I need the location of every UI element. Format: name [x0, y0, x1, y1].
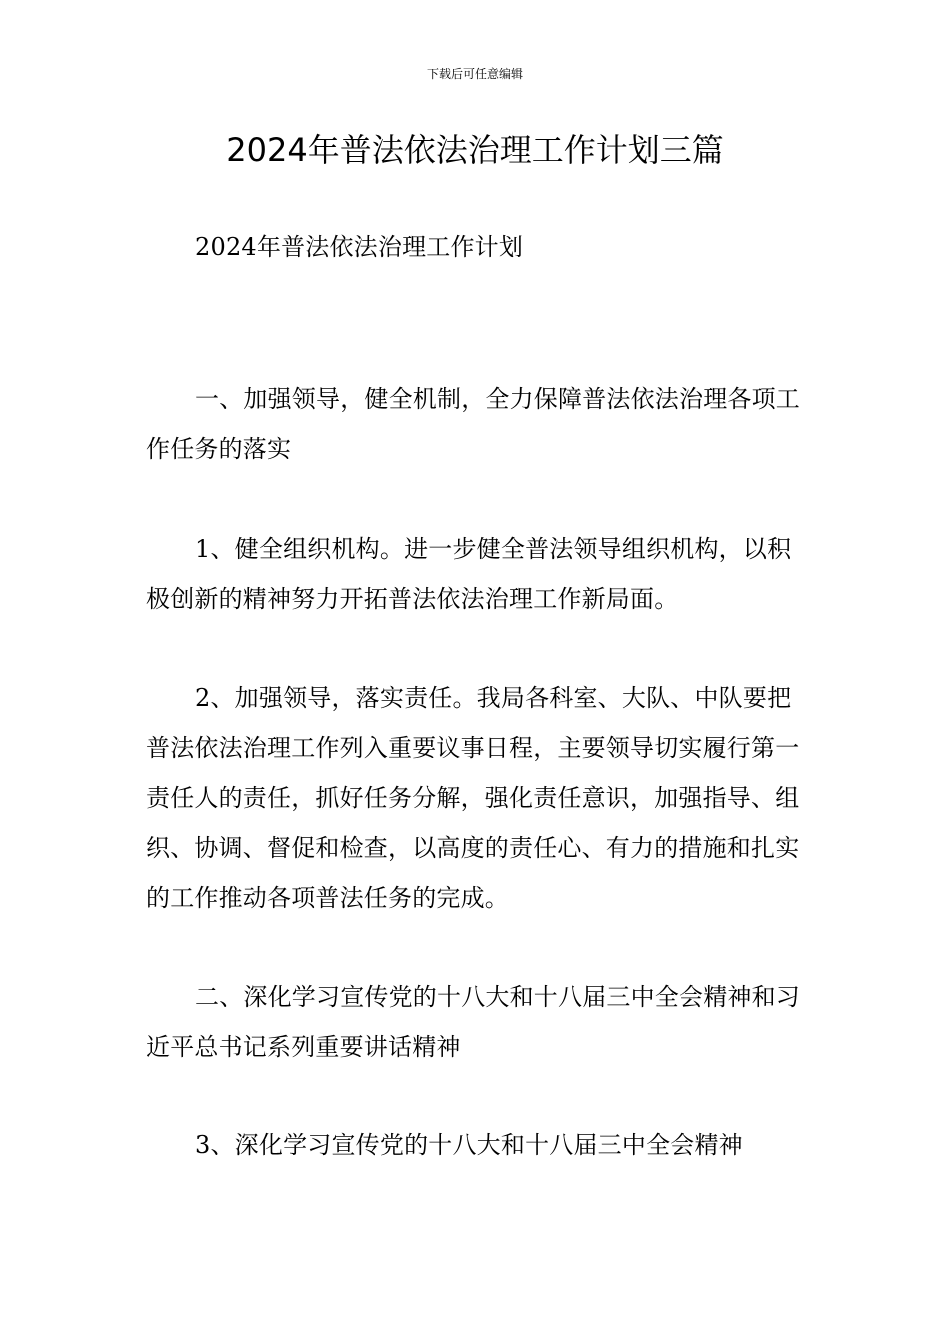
paragraph-item-1: 1、健全组织机构。进一步健全普法领导组织机构，以积极创新的精神努力开拓普法依法治理工作新局面。 [146, 535, 792, 613]
page-header-note: 下载后可任意编辑 [426, 67, 523, 81]
paragraph-item-2: 2、加强领导，落实责任。我局各科室、大队、中队要把普法依法治理工作列入重要议事日程，主要领导切实履行第一责任人的责任，抓好任务分解，强化责任意识，加强指导、组织、协调、督促和检查，以高度的责任心、有力的措施和扎实的工作推动各项普法任务的完成。 [146, 684, 800, 912]
section-heading-2: 二、深化学习宣传党的十八大和十八届三中全会精神和习近平总书记系列重要讲话精神 [146, 983, 800, 1061]
paragraph-item-3: 3、深化学习宣传党的十八大和十八届三中全会精神 [195, 1131, 743, 1159]
section-heading-1: 一、加强领导，健全机制，全力保障普法依法治理各项工作任务的落实 [146, 385, 800, 463]
subtitle-paragraph: 2024年普法依法治理工作计划 [195, 233, 524, 261]
document-title: 2024年普法依法治理工作计划三篇 [226, 131, 724, 169]
